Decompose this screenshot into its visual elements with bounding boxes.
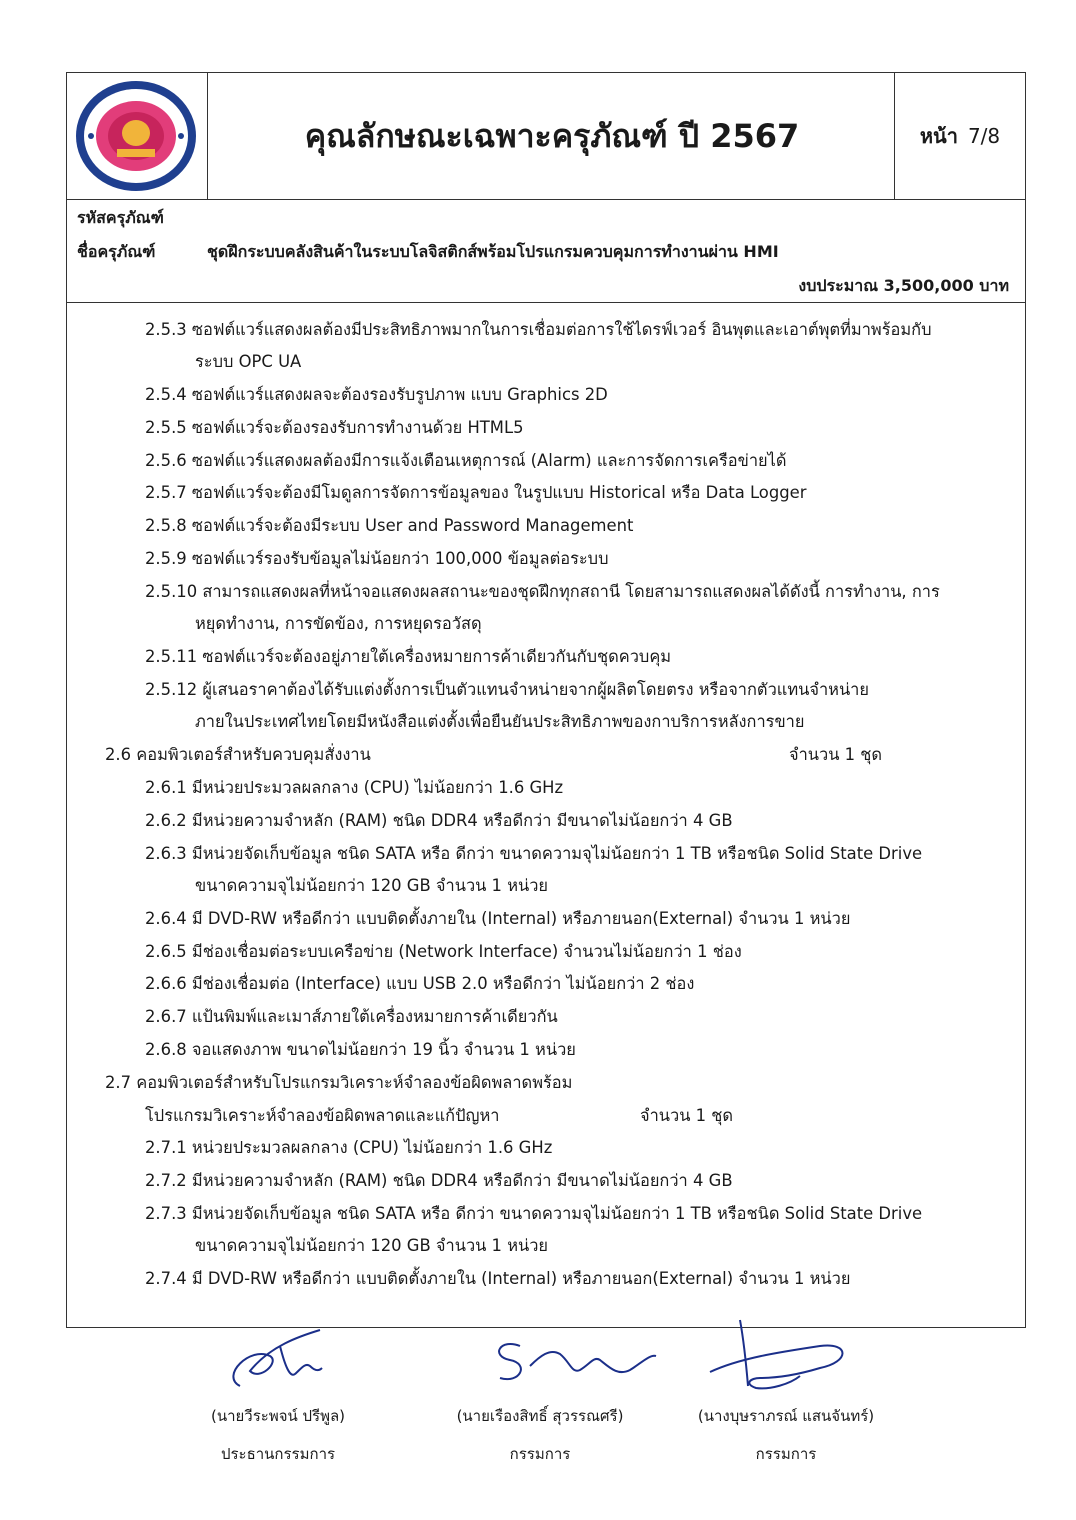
spec-item: ภายในประเทศไทยโดยมีหนังสือแต่งตั้งเพื่อยืนยันประสิทธิภาพของกาบริการหลังการขาย [195,712,805,731]
quantity-2-6: จำนวน 1 ชุด [789,745,883,764]
signatory-chairman [148,1404,408,1466]
signature-3-scribble [700,1312,860,1396]
signature-2-scribble [480,1326,660,1396]
spec-item: 2.5.4 ซอฟต์แวร์แสดงผลจะต้องรองรับรูปภาพ แบบ Graphics 2D [145,385,608,404]
logo-cell [67,73,208,199]
spec-item: ระบบ OPC UA [195,352,302,371]
spec-item: 2.5.6 ซอฟต์แวร์แสดงผลต้องมีการแจ้งเตือนเหตุการณ์ (Alarm) และการจัดการเครือข่ายได้ [145,451,787,470]
spec-item: 2.6.2 มีหน่วยความจำหลัก (RAM) ชนิด DDR4 หรือดีกว่า มีขนาดไม่น้อยกว่า 4 GB [145,811,733,830]
signatory-role: ประธานกรรมการ [220,1445,336,1463]
equipment-name-label: ชื่อครุภัณฑ์ [77,242,156,261]
spec-item: 2.7.1 หน่วยประมวลผลกลาง (CPU) ไม่น้อยกว่า 1.6 GHz [145,1138,553,1157]
document-title: คุณลักษณะเฉพาะครุภัณฑ์ ปี 2567 [304,117,800,155]
section-heading: 2.6 คอมพิวเตอร์สำหรับควบคุมสั่งงาน [105,745,371,764]
spec-item: 2.6.1 มีหน่วยประมวลผลกลาง (CPU) ไม่น้อยกว่า 1.6 GHz [145,778,564,797]
spec-item: ขนาดความจุไม่น้อยกว่า 120 GB จำนวน 1 หน่วย [195,876,549,895]
spec-item: 2.5.9 ซอฟต์แวร์รองรับข้อมูลไม่น้อยกว่า 100,000 ข้อมูลต่อระบบ [145,549,609,568]
signatory-role: กรรมการ [509,1445,571,1463]
page-value: 7/8 [967,124,1001,148]
spec-item: 2.5.7 ซอฟต์แวร์จะต้องมีโมดูลการจัดการข้อมูลของ ในรูปแบบ Historical หรือ Data Logger [145,483,807,502]
quantity-2-7: จำนวน 1 ชุด [640,1106,734,1125]
spec-item: 2.7.2 มีหน่วยความจำหลัก (RAM) ชนิด DDR4 หรือดีกว่า มีขนาดไม่น้อยกว่า 4 GB [145,1171,733,1190]
spec-item: โปรแกรมวิเคราะห์จำลองข้อผิดพลาดและแก้ปัญหา [145,1106,500,1125]
emblem-logo [73,79,199,193]
spec-item: 2.7.3 มีหน่วยจัดเก็บข้อมูล ชนิด SATA หรือ ดีกว่า ขนาดความจุไม่น้อยกว่า 1 TB หรือชนิด Solid State Drive [145,1204,923,1223]
spec-item: 2.5.12 ผู้เสนอราคาต้องได้รับแต่งตั้งการเป็นตัวแทนจำหน่ายจากผู้ผลิตโดยตรง หรือจากตัวแทนจำหน่าย [145,680,869,699]
signatory-member-2 [656,1404,916,1466]
equipment-code-label: รหัสครุภัณฑ์ [77,208,164,227]
equipment-info-box [66,199,1026,303]
page-label: หน้า [919,124,958,148]
spec-item: 2.7.4 มี DVD-RW หรือดีกว่า แบบติดตั้งภายใน (Internal) หรือภายนอก(External) จำนวน 1 หน่วย [145,1269,851,1288]
spec-item: 2.6.3 มีหน่วยจัดเก็บข้อมูล ชนิด SATA หรือ ดีกว่า ขนาดความจุไม่น้อยกว่า 1 TB หรือชนิด Solid State Drive [145,844,923,863]
spec-item: 2.6.8 จอแสดงภาพ ขนาดไม่น้อยกว่า 19 นิ้ว จำนวน 1 หน่วย [145,1040,576,1059]
spec-item: หยุดทำงาน, การขัดข้อง, การหยุดรอวัสดุ [195,614,482,633]
spec-item: 2.5.10 สามารถแสดงผลที่หน้าจอแสดงผลสถานะของชุดฝึกทุกสถานี โดยสามารถแสดงผลได้ดังนี้ การทำงาน, การ [145,582,940,601]
spec-item: 2.6.7 แป้นพิมพ์และเมาส์ภายใต้เครื่องหมายการค้าเดียวกัน [145,1007,558,1026]
spec-item: 2.6.6 มีช่องเชื่อมต่อ (Interface) แบบ USB 2.0 หรือดีกว่า ไม่น้อยกว่า 2 ช่อง [145,974,695,993]
spec-item: 2.5.3 ซอฟต์แวร์แสดงผลต้องมีประสิทธิภาพมากในการเชื่อมต่อการใช้ไดรฟ์เวอร์ อินพุตและเอาต์พุตที่มาพร้อมกับ [145,320,932,339]
budget-amount: งบประมาณ 3,500,000 บาท [798,276,1009,295]
signatory-name: (นายเรืองสิทธิ์ สุวรรณศรี) [456,1407,624,1425]
signatory-name: (นางบุษราภรณ์ แสนจันทร์) [697,1407,875,1425]
spec-item: ขนาดความจุไม่น้อยกว่า 120 GB จำนวน 1 หน่วย [195,1236,549,1255]
signatory-name: (นายวีระพจน์ ปรีพูล) [210,1407,346,1425]
specification-body [66,302,1026,1328]
spec-item: 2.6.4 มี DVD-RW หรือดีกว่า แบบติดตั้งภายใน (Internal) หรือภายนอก(External) จำนวน 1 หน่วย [145,909,851,928]
spec-item: 2.5.5 ซอฟต์แวร์จะต้องรองรับการทำงานด้วย HTML5 [145,418,524,437]
section-heading: 2.7 คอมพิวเตอร์สำหรับโปรแกรมวิเคราะห์จำลองข้อผิดพลาดพร้อม [105,1073,573,1092]
equipment-name-value: ชุดฝึกระบบคลังสินค้าในระบบโลจิสติกส์พร้อมโปรแกรมควบคุมการทำงานผ่าน HMI [207,242,779,261]
spec-item: 2.5.8 ซอฟต์แวร์จะต้องมีระบบ User and Password Management [145,516,634,535]
signatory-role: กรรมการ [755,1445,817,1463]
spec-item: 2.6.5 มีช่องเชื่อมต่อระบบเครือข่าย (Network Interface) จำนวนไม่น้อยกว่า 1 ช่อง [145,942,742,961]
page-number [894,73,1025,199]
signatory-member-1 [410,1404,670,1466]
spec-item: 2.5.11 ซอฟต์แวร์จะต้องอยู่ภายใต้เครื่องหมายการค้าเดียวกันกับชุดควบคุม [145,647,672,666]
header-box [66,72,1026,200]
signature-1-scribble [210,1326,350,1396]
